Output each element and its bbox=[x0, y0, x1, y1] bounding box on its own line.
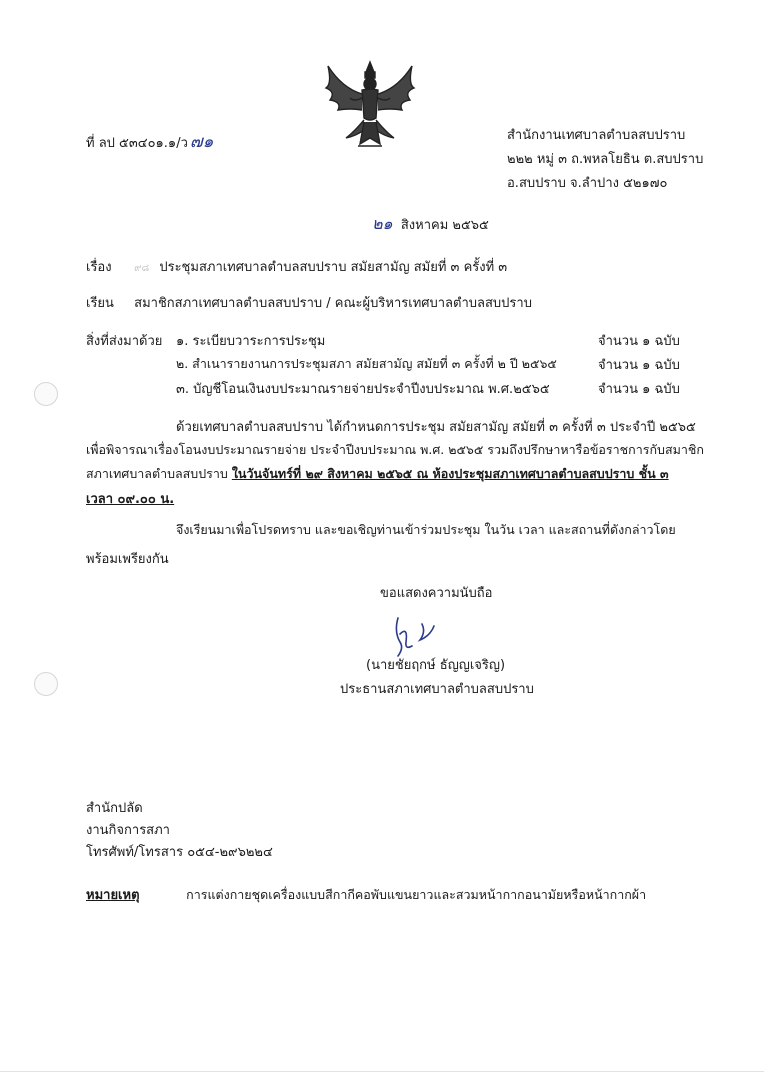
garuda-emblem bbox=[320, 58, 420, 153]
office-phone: โทรศัพท์/โทรสาร ๐๕๔-๒๙๖๒๒๔ bbox=[86, 845, 273, 860]
subject-mark: ๙๘ bbox=[134, 263, 150, 274]
body-paragraph-1-line-3 bbox=[86, 464, 669, 484]
punch-hole-top bbox=[34, 382, 58, 406]
body-paragraph-1-line-1: ด้วยเทศบาลตำบลสบปราบ ได้กำหนดการประชุม สมัยสามัญ สมัยที่ ๓ ครั้งที่ ๓ ประจำปี ๒๕๖๕ bbox=[176, 420, 696, 435]
office-street: ๒๒๒ หมู่ ๓ ถ.พหลโยธิน ต.สบปราบ bbox=[507, 152, 704, 167]
subject-label: เรื่อง bbox=[86, 260, 112, 275]
office-unit: งานกิจการสภา bbox=[86, 823, 170, 838]
body-paragraph-2-line-1: จึงเรียนมาเพื่อโปรดทราบ และขอเชิญท่านเข้าร่วมประชุม ในวัน เวลา และสถานที่ดังกล่าวโดย bbox=[176, 522, 676, 537]
office-division: สำนักปลัด bbox=[86, 801, 143, 816]
signer-name: (นายชัยฤกษ์ ธัญญเจริญ) bbox=[366, 658, 506, 673]
office-name: สำนักงานเทศบาลตำบลสบปราบ bbox=[507, 128, 686, 143]
enclosures-label: สิ่งที่ส่งมาด้วย bbox=[86, 334, 163, 349]
enclosure-qty: จำนวน ๑ ฉบับ bbox=[598, 382, 680, 397]
enclosure-item: ๒. สำเนารายงานการประชุมสภา สมัยสามัญ สมัยที่ ๓ ครั้งที่ ๒ ปี ๒๕๖๕ bbox=[176, 356, 557, 371]
reference-number bbox=[86, 128, 213, 155]
office-address bbox=[507, 124, 703, 196]
enclosure-item: ๓. บัญชีโอนเงินงบประมาณรายจ่ายประจำปีงบประมาณ พ.ศ.๒๕๖๕ bbox=[176, 382, 550, 397]
subject-text: ประชุมสภาเทศบาลตำบลสบปราบ สมัยสามัญ สมัยที่ ๓ ครั้งที่ ๓ bbox=[159, 260, 508, 275]
enclosure-qty: จำนวน ๑ ฉบับ bbox=[598, 358, 680, 373]
document-date bbox=[372, 212, 489, 237]
office-district: อ.สบปราบ จ.ลำปาง ๕๒๑๗๐ bbox=[507, 176, 668, 191]
body-paragraph-2-line-2: พร้อมเพรียงกัน bbox=[86, 552, 169, 567]
enclosure-item: ๑. ระเบียบวาระการประชุม bbox=[176, 334, 326, 349]
recipient-label: เรียน bbox=[86, 296, 114, 311]
meeting-time: เวลา ๐๙.๐๐ น. bbox=[86, 492, 175, 507]
recipient-text: สมาชิกสภาเทศบาลตำบลสบปราบ / คณะผู้บริหารเทศบาลตำบลสบปราบ bbox=[134, 296, 532, 311]
issuing-office bbox=[86, 798, 273, 864]
body-paragraph-1-line-2: เพื่อพิจารณาเรื่องโอนงบประมาณรายจ่าย ประจำปีงบประมาณ พ.ศ. ๒๕๖๕ รวมถึงปรึกษาหารือข้อราชการกับสมาชิก bbox=[86, 442, 704, 457]
signature bbox=[386, 612, 446, 658]
recipient-line bbox=[86, 292, 532, 313]
note-text: การแต่งกายชุดเครื่องแบบสีกากีคอพับแขนยาวและสวมหน้ากากอนามัยหรือหน้ากากผ้า bbox=[186, 887, 647, 902]
meeting-date-place: ในวันจันทร์ที่ ๒๙ สิงหาคม ๒๕๖๕ ณ ห้องประชุมสภาเทศบาลตำบลสบปราบ ชั้น ๓ bbox=[231, 466, 669, 481]
date-month-year: สิงหาคม ๒๕๖๕ bbox=[400, 218, 489, 233]
signer-title: ประธานสภาเทศบาลตำบลสบปราบ bbox=[340, 682, 534, 697]
scan-edge-line bbox=[0, 1071, 764, 1072]
subject-line bbox=[86, 256, 507, 277]
date-day-handwritten: ๒๑ bbox=[372, 214, 393, 233]
reference-handwritten-number: ๗๑ bbox=[189, 132, 214, 152]
reference-prefix: ที่ ลป ๕๓๔๐๑.๑/ว bbox=[86, 136, 188, 151]
note-label: หมายเหตุ bbox=[86, 888, 140, 903]
punch-hole-bottom bbox=[34, 672, 58, 696]
note-line bbox=[86, 884, 646, 905]
meeting-place-lead: สภาเทศบาลตำบลสบปราบ bbox=[86, 466, 232, 481]
closing-salutation: ขอแสดงความนับถือ bbox=[380, 586, 493, 601]
enclosure-qty: จำนวน ๑ ฉบับ bbox=[598, 334, 680, 349]
